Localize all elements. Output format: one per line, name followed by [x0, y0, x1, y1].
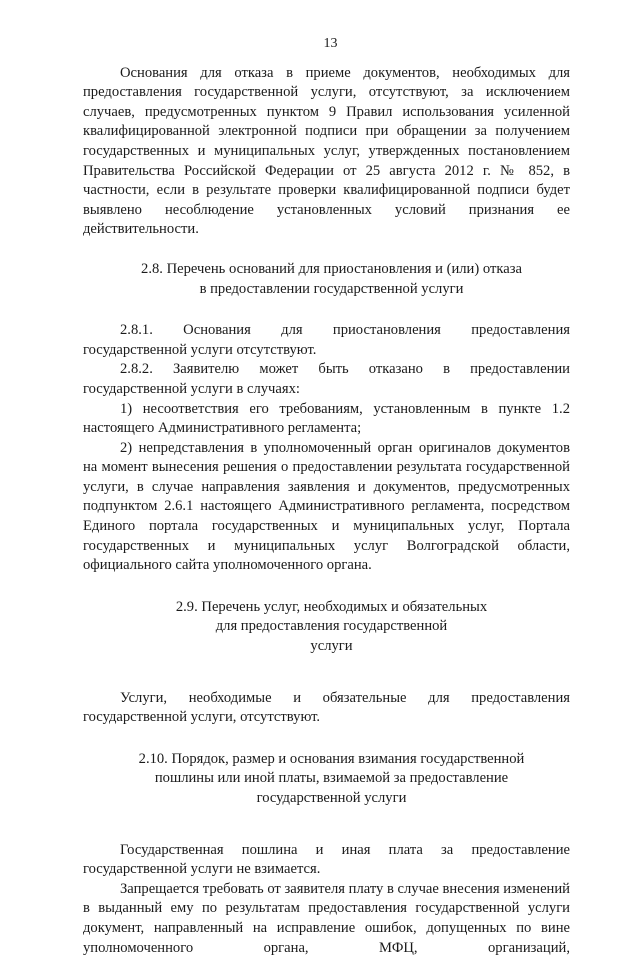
- section-heading-2-8: 2.8. Перечень оснований для приостановления и (или) отказа в предоставлении государственной услуги: [141, 260, 522, 297]
- paragraph-2-8-1: 2.8.1. Основания для приостановления предоставления государственной услуги отсутствуют.: [83, 322, 570, 358]
- paragraph-2-8-2-item-2: 2) непредставления в уполномоченный орган оригиналов документов на момент вынесения решения о предоставлении результата государственной услуги, в случае направления заявления и документов, предусмотренных подпунктом 2.6.1 настоящего Административного регламента, посредством Единого портала государственных и муниципальных услуг, Портала государственных и муниципальных услуг Волгоградской области, официального сайта уполномоченного органа.: [83, 439, 570, 574]
- section-heading-2-10: 2.10. Порядок, размер и основания взимания государственной пошлины или иной платы, взимаемой за предоставление государственной услуги: [138, 750, 525, 806]
- paragraph-2-9: Услуги, необходимые и обязательные для предоставления государственной услуги, отсутствуют.: [83, 689, 570, 726]
- paragraph-2-10-fee: Государственная пошлина и иная плата за предоставление государственной услуги не взимается.: [83, 841, 570, 878]
- page-number: 13: [323, 36, 338, 51]
- paragraph-2-8-2-item-1: 1) несоответствия его требованиям, установленным в пункте 1.2 настоящего Административного регламента;: [83, 400, 570, 437]
- section-heading-2-9: 2.9. Перечень услуг, необходимых и обязательных для предоставления государственной услуги: [175, 598, 488, 655]
- paragraph-2-10-prohibition: Запрещается требовать от заявителя плату в случае внесения изменений в выданный ему по результатам предоставления государственной услуги документ, направленный на исправление ошибок, допущенных по вине уполномоченного органа, МФЦ, организаций,: [83, 880, 570, 956]
- paragraph-refusal-grounds: Основания для отказа в приеме документов, необходимых для предоставления государственной услуги, отсутствуют, за исключением случаев, предусмотренных пунктом 9 Правил использования усиленной квалифицированной электронной подписи при обращении за получением государственных и муниципальных услуг, утвержденных постановлением Правительства Российской Федерации от 25 августа 2012 г. № 852, в частности, если в результате проверки квалифицированной подписи будет выявлено несоблюдение установленных условий признания ее действительности.: [83, 64, 570, 238]
- paragraph-2-8-2: 2.8.2. Заявителю может быть отказано в предоставлении государственной услуги в случаях:: [83, 361, 570, 397]
